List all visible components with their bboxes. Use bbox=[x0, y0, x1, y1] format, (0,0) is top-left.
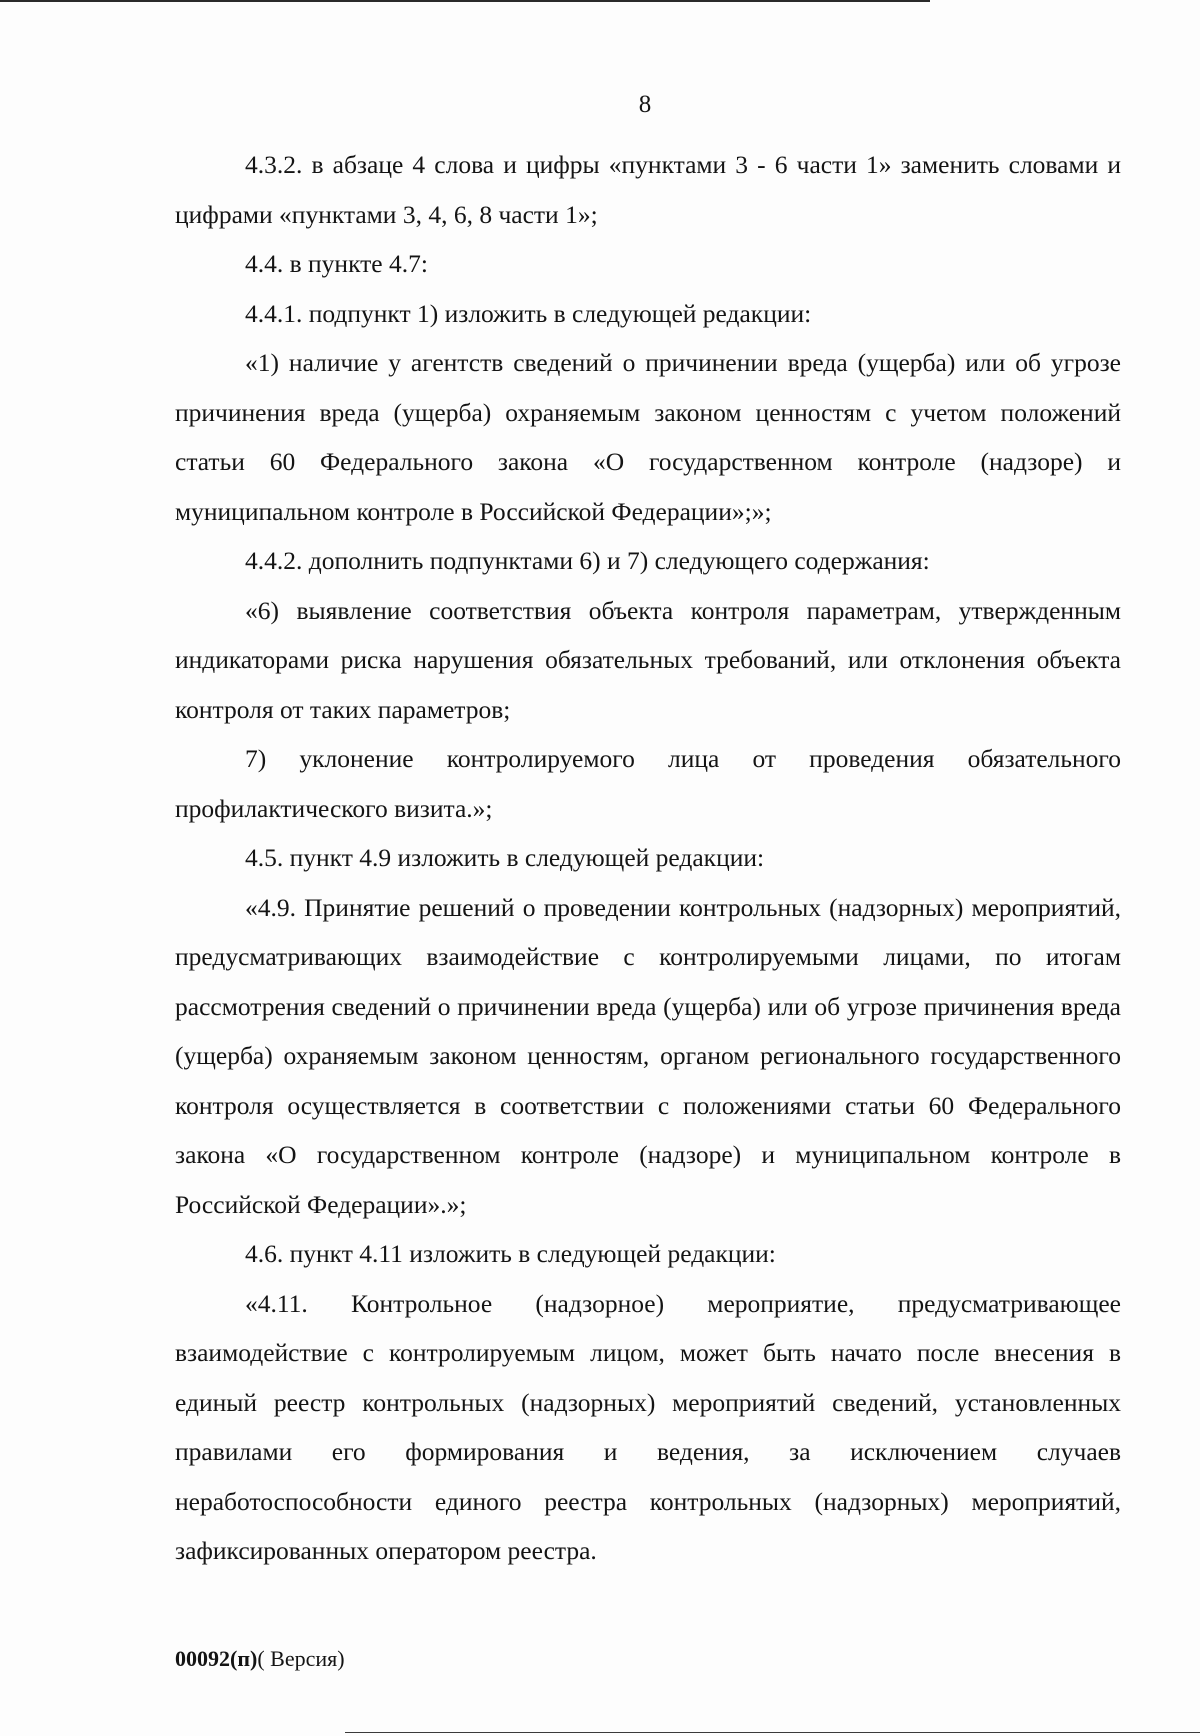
document-version: ( Версия) bbox=[257, 1646, 345, 1671]
paragraph-4-5: 4.5. пункт 4.9 изложить в следующей редакции: bbox=[245, 843, 765, 872]
document-footer bbox=[175, 1644, 345, 1674]
page-number: 8 bbox=[638, 91, 652, 118]
document-body bbox=[175, 140, 1121, 1576]
scan-edge-bottom bbox=[345, 1732, 1200, 1733]
paragraph-4-6: 4.6. пункт 4.11 изложить в следующей редакции: bbox=[245, 1239, 776, 1268]
paragraph-4-4-2: 4.4.2. дополнить подпунктами 6) и 7) следующего содержания: bbox=[245, 546, 930, 575]
paragraph-subitem-1: «1) наличие у агентств сведений о причинении вреда (ущерба) или об угрозе причинения вреда (ущерба) охраняемым законом ценностям с учетом положений статьи 60 Федерального закона «О государственном контроле (надзоре) и муниципальном контроле в Российской Федерации»;»; bbox=[175, 348, 1121, 526]
paragraph-4-3-2: 4.3.2. в абзаце 4 слова и цифры «пунктами 3 - 6 части 1» заменить словами и цифрами «пунктами 3, 4, 6, 8 части 1»; bbox=[175, 150, 1121, 229]
scan-edge-top bbox=[0, 0, 930, 2]
paragraph-subitem-7: 7) уклонение контролируемого лица от проведения обязательного профилактического визита.»; bbox=[175, 744, 1121, 823]
document-code: 00092(п) bbox=[175, 1646, 258, 1671]
paragraph-4-4-1: 4.4.1. подпункт 1) изложить в следующей редакции: bbox=[245, 298, 812, 328]
paragraph-subitem-6: «6) выявление соответствия объекта контроля параметрам, утвержденным индикаторами риска нарушения обязательных требований, или отклонения объекта контроля от таких параметров; bbox=[175, 595, 1121, 724]
paragraph-item-4-9: «4.9. Принятие решений о проведении контрольных (надзорных) мероприятий, предусматривающих взаимодействие с контролируемыми лицами, по итогам рассмотрения сведений о причинении вреда (ущерба) или об угрозе причинения вреда (ущерба) охраняемым законом ценностям, органом регионального государственного контроля осуществляется в соответствии с положениями статьи 60 Федерального закона «О государственном контроле (надзоре) и муниципальном контроле в Российской Федерации».»; bbox=[175, 892, 1121, 1219]
paragraph-item-4-11: «4.11. Контрольное (надзорное) мероприятие, предусматривающее взаимодействие с контролируемым лицом, может быть начато после внесения в единый реестр контрольных (надзорных) мероприятий сведений, установленных правилами его формирования и ведения, за исключением случаев неработоспособности единого реестра контрольных (надзорных) мероприятий, зафиксированных оператором реестра. bbox=[175, 1288, 1121, 1565]
paragraph-4-4: 4.4. в пункте 4.7: bbox=[245, 249, 428, 278]
